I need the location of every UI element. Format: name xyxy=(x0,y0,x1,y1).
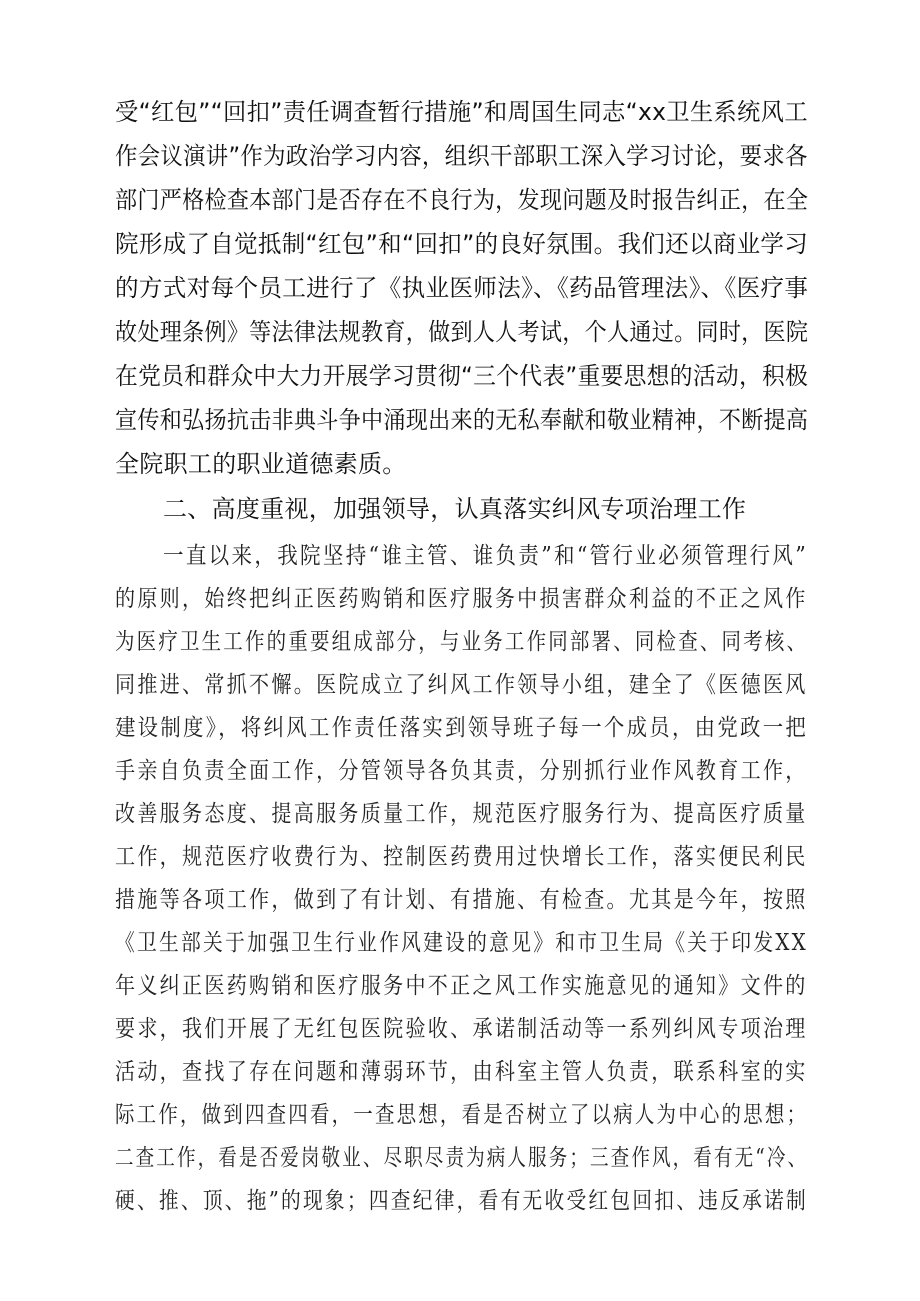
paragraph-line: 硬、推、顶、拖”的现象；四查纪律，看有无收受红包回扣、违反承诺制 xyxy=(115,1188,808,1214)
paragraph-line: 二查工作，看是否爱岗敬业、尽职尽责为病人服务；三查作风，看有无“冷、 xyxy=(115,1145,809,1171)
paragraph-line: 改善服务态度、提高服务质量工作，规范医疗服务行为、提高医疗质量 xyxy=(115,801,808,827)
paragraph-line: 受“红包”“回扣”责任调查暂行措施”和周国生同志“xx卫生系统风工 xyxy=(115,98,808,126)
paragraph-line: 年义纠正医药购销和医疗服务中不正之风工作实施意见的通知》文件的 xyxy=(115,973,808,999)
paragraph-line: 全院职工的职业道德素质。 xyxy=(115,450,407,478)
paragraph-line: 为医疗卫生工作的重要组成部分，与业务工作同部署、同检查、同考核、 xyxy=(115,629,809,655)
paragraph-line: 措施等各项工作，做到了有计划、有措施、有检查。尤其是今年，按照 xyxy=(115,887,808,913)
paragraph-line: 一直以来，我院坚持“谁主管、谁负责”和“管行业必须管理行风” xyxy=(163,543,809,569)
paragraph-line: 工作，规范医疗收费行为、控制医药费用过快增长工作，落实便民利民 xyxy=(115,844,808,870)
paragraph-line: 院形成了自觉抵制“红包”和“回扣”的良好氛围。我们还以商业学习 xyxy=(115,230,809,258)
paragraph-line: 的原则，始终把纠正医药购销和医疗服务中损害群众利益的不正之风作 xyxy=(115,586,808,612)
paragraph-line: 宣传和弘扬抗击非典斗争中涌现出来的无私奉献和敬业精神，不断提高 xyxy=(115,406,809,434)
paragraph-line: 《卫生部关于加强卫生行业作风建设的意见》和市卫生局《关于印发XX xyxy=(115,930,808,956)
paragraph-line: 作会议演讲”作为政治学习内容，组织干部职工深入学习讨论，要求各 xyxy=(115,142,808,170)
paragraph-line: 部门严格检查本部门是否存在不良行为，发现问题及时报告纠正，在全 xyxy=(115,186,809,214)
paragraph-line: 的方式对每个员工进行了《执业医师法》、《药品管理法》、《医疗事 xyxy=(115,274,809,302)
paragraph-line: 手亲自负责全面工作，分管领导各负其责，分别抓行业作风教育工作， xyxy=(115,758,808,784)
section-heading: 二、高度重视，加强领导，认真落实纠风专项治理工作 xyxy=(163,495,747,523)
paragraph-line: 建设制度》，将纠风工作责任落实到领导班子每一个成员，由党政一把 xyxy=(115,715,809,741)
paragraph-line: 同推进、常抓不懈。医院成立了纠风工作领导小组，建全了《医德医风 xyxy=(115,672,808,698)
paragraph-line: 际工作，做到四查四看，一查思想，看是否树立了以病人为中心的思想； xyxy=(115,1102,809,1128)
paragraph-line: 在党员和群众中大力开展学习贯彻“三个代表”重要思想的活动，积极 xyxy=(115,362,809,390)
paragraph-line: 要求，我们开展了无红包医院验收、承诺制活动等一系列纠风专项治理 xyxy=(115,1016,808,1042)
paragraph-line: 活动，查找了存在问题和薄弱环节，由科室主管人负责，联系科室的实 xyxy=(115,1059,808,1085)
paragraph-line: 故处理条例》等法律法规教育，做到人人考试，个人通过。同时，医院 xyxy=(115,318,809,346)
